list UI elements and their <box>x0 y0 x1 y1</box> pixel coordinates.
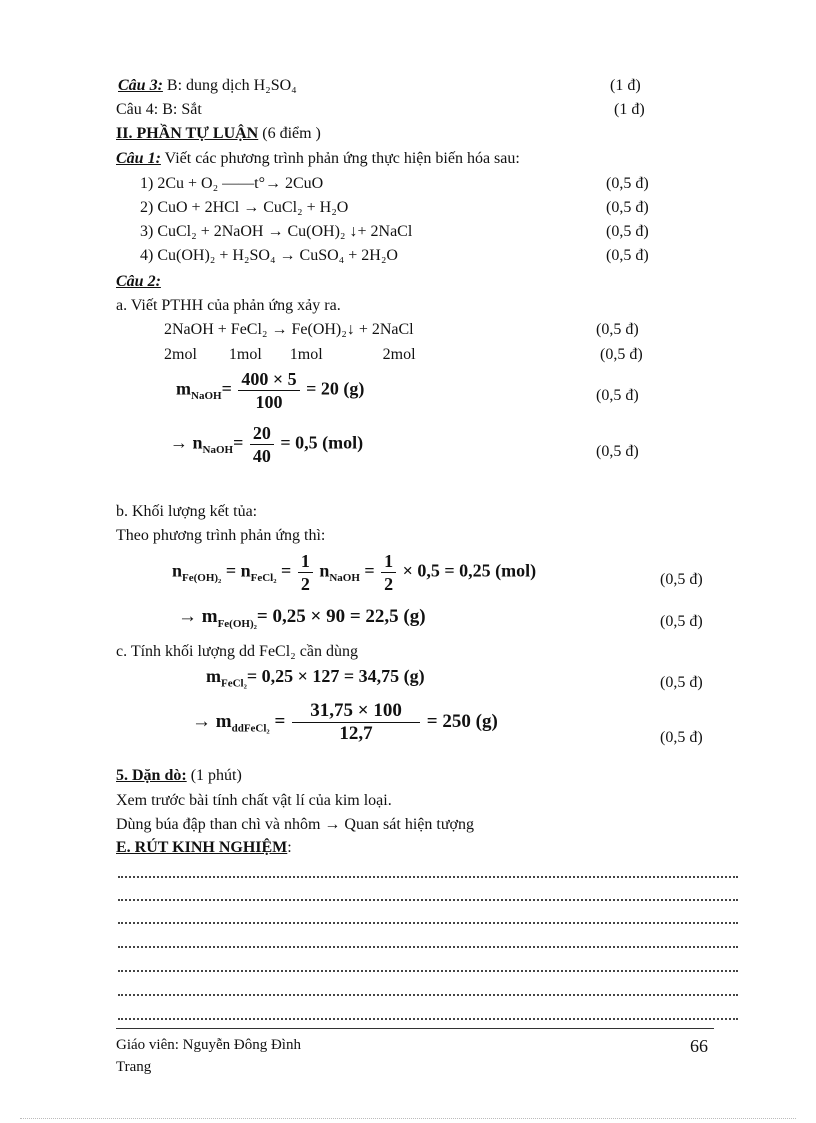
n-feoh2: n <box>172 560 183 581</box>
cau2-label-line <box>116 272 161 292</box>
half-fraction-2 <box>381 550 396 595</box>
precipitate-mass-result: = 0,25 × 90 = 22,5 (g) <box>256 606 426 627</box>
notes-dotted-line <box>118 899 738 901</box>
notes-dotted-line <box>118 994 738 996</box>
moles-subscript: NaOH <box>202 444 234 457</box>
part-b-title: b. Khối lượng kết tủa: <box>116 503 258 520</box>
mass-fraction <box>238 368 299 413</box>
part-a-moles: 2mol 1mol 1mol 2mol <box>164 346 416 363</box>
part-c-title: c. Tính khối lượng dd FeCl₂ cần dùng <box>116 643 358 660</box>
cau4-line: Câu 4: B: Sắt <box>116 101 202 118</box>
footer-teacher: Giáo viên: Nguyễn Đông Đình <box>116 1037 301 1053</box>
moles-symbol: → n <box>170 432 203 453</box>
moles-result: = 0,5 (mol) <box>280 432 364 453</box>
part-a-equation: 2NaOH + FeCl₂ → Fe(OH)₂↓ + 2NaCl <box>164 321 414 338</box>
moles-numerator: 20 <box>250 422 274 445</box>
mass-subscript: NaOH <box>191 390 222 403</box>
section-5-note: (1 phút) <box>186 767 242 784</box>
mass-symbol: m <box>176 378 191 399</box>
equals-sign: = <box>281 560 292 581</box>
half-1-numerator: 1 <box>298 550 313 573</box>
cau3-points: (1 đ) <box>610 77 641 94</box>
half-1-denominator: 2 <box>300 574 310 594</box>
page-bottom-border <box>20 1118 796 1119</box>
precipitate-moles-formula <box>172 550 536 595</box>
precipitate-moles-points: (0,5 đ) <box>660 571 703 588</box>
cau2-label: Câu 2: <box>116 273 161 290</box>
part2-title: II. PHẦN TỰ LUẬN <box>116 125 259 142</box>
cau3-label: Câu 3: <box>118 77 163 94</box>
n-fecl2: = n <box>225 560 251 581</box>
part2-note: (6 điểm ) <box>258 125 321 142</box>
m-dd-fecl2: → m <box>192 710 232 732</box>
half-fraction-1 <box>298 550 313 595</box>
m-feoh2: → m <box>178 606 218 627</box>
section-e-heading <box>116 838 292 858</box>
n-naoh: n <box>319 560 330 581</box>
cau3-text: B: dung dịch H₂SO₄ <box>162 77 297 94</box>
cau1-text: Viết các phương trình phản ứng thực hiện biến hóa sau: <box>160 150 520 167</box>
notes-dotted-line <box>118 1018 738 1020</box>
fecl2-mass-points: (0,5 đ) <box>660 674 703 691</box>
solution-denominator: 12,7 <box>339 723 373 744</box>
equation-3-points: (0,5 đ) <box>606 223 649 240</box>
moles-naoh-formula: → $n_{NaOH}=$ $\frac{20}{40}$ = 0,5 (mol) <box>170 423 364 466</box>
part-b-intro: Theo phương trình phản ứng thì: <box>116 527 326 544</box>
equals-sign-2: = <box>364 560 375 581</box>
solution-fraction <box>292 700 420 745</box>
section-5-heading <box>116 766 242 786</box>
cau1-line <box>116 149 520 169</box>
equation-4: 4) Cu(OH)₂ + H₂SO₄ → CuSO₄ + 2H₂O <box>140 247 398 264</box>
moles-fraction <box>250 422 274 467</box>
feoh2-subscript: Fe(OH)₂ <box>182 572 222 585</box>
half-2-denominator: 2 <box>384 574 394 594</box>
part-a-moles-points: (0,5 đ) <box>600 346 643 363</box>
mass-numerator: 400 × 5 <box>238 368 299 391</box>
fecl2-mass-formula <box>206 666 425 690</box>
solution-mass-points: (0,5 đ) <box>660 729 703 746</box>
notes-dotted-line <box>118 876 738 878</box>
m-fecl2: m <box>206 666 221 686</box>
mass-result: = 20 (g) <box>306 378 365 399</box>
part-a-equation-points: (0,5 đ) <box>596 321 639 338</box>
equals-sign-3: = <box>274 710 286 732</box>
notes-dotted-line <box>118 970 738 972</box>
precipitate-moles-result: × 0,5 = 0,25 (mol) <box>402 560 537 581</box>
cau3-line <box>118 76 297 96</box>
equation-1-points: (0,5 đ) <box>606 175 649 192</box>
feoh2-mass-subscript: Fe(OH)₂ <box>217 617 257 630</box>
fecl2-mass-result: = 0,25 × 127 = 34,75 (g) <box>246 666 425 686</box>
equation-2-points: (0,5 đ) <box>606 199 649 216</box>
homework-line-2: Dùng búa đập than chì và nhôm → Quan sát hiện tượng <box>116 816 474 833</box>
homework-line-1: Xem trước bài tính chất vật lí của kim loại. <box>116 792 392 809</box>
cau1-label: Câu 1: <box>116 150 161 167</box>
equation-3: 3) CuCl₂ + 2NaOH → Cu(OH)₂ ↓+ 2NaCl <box>140 223 413 240</box>
moles-naoh-points: (0,5 đ) <box>596 443 639 460</box>
section-e-title: E. RÚT KINH NGHIỆM <box>116 839 288 856</box>
notes-dotted-line <box>118 946 738 948</box>
mass-naoh-formula: $m_{NaOH}=$ $\frac{400 \times 5}{100}$ = 20 (g) <box>176 369 365 412</box>
dd-fecl2-subscript: ddFeCl₂ <box>231 722 270 735</box>
solution-numerator: 31,75 × 100 <box>292 700 420 723</box>
fecl2-subscript: FeCl₂ <box>250 572 277 585</box>
equation-4-points: (0,5 đ) <box>606 247 649 264</box>
section-5-title: 5. Dặn dò: <box>116 767 187 784</box>
mass-naoh-points: (0,5 đ) <box>596 387 639 404</box>
precipitate-mass-formula <box>178 606 426 630</box>
part2-heading <box>116 124 321 144</box>
footer-trang: Trang <box>116 1059 152 1075</box>
mass-denominator: 100 <box>255 392 283 412</box>
precipitate-mass-points: (0,5 đ) <box>660 613 703 630</box>
moles-denominator: 40 <box>252 446 271 466</box>
solution-mass-result: = 250 (g) <box>426 710 498 732</box>
solution-mass-formula <box>192 700 498 745</box>
footer-divider <box>116 1028 714 1029</box>
notes-dotted-line <box>118 922 738 924</box>
fecl2-mass-subscript: FeCl₂ <box>221 677 247 690</box>
half-2-numerator: 1 <box>381 550 396 573</box>
naoh-subscript: NaOH <box>329 572 360 585</box>
cau4-points: (1 đ) <box>614 101 645 118</box>
page-number: 66 <box>690 1036 708 1056</box>
equation-1: 1) 2Cu + O₂ ——t°→ 2CuO <box>140 175 324 192</box>
equation-2: 2) CuO + 2HCl → CuCl₂ + H₂O <box>140 199 349 216</box>
section-e-colon: : <box>287 839 292 856</box>
part-a-title: a. Viết PTHH của phản ứng xảy ra. <box>116 297 341 314</box>
